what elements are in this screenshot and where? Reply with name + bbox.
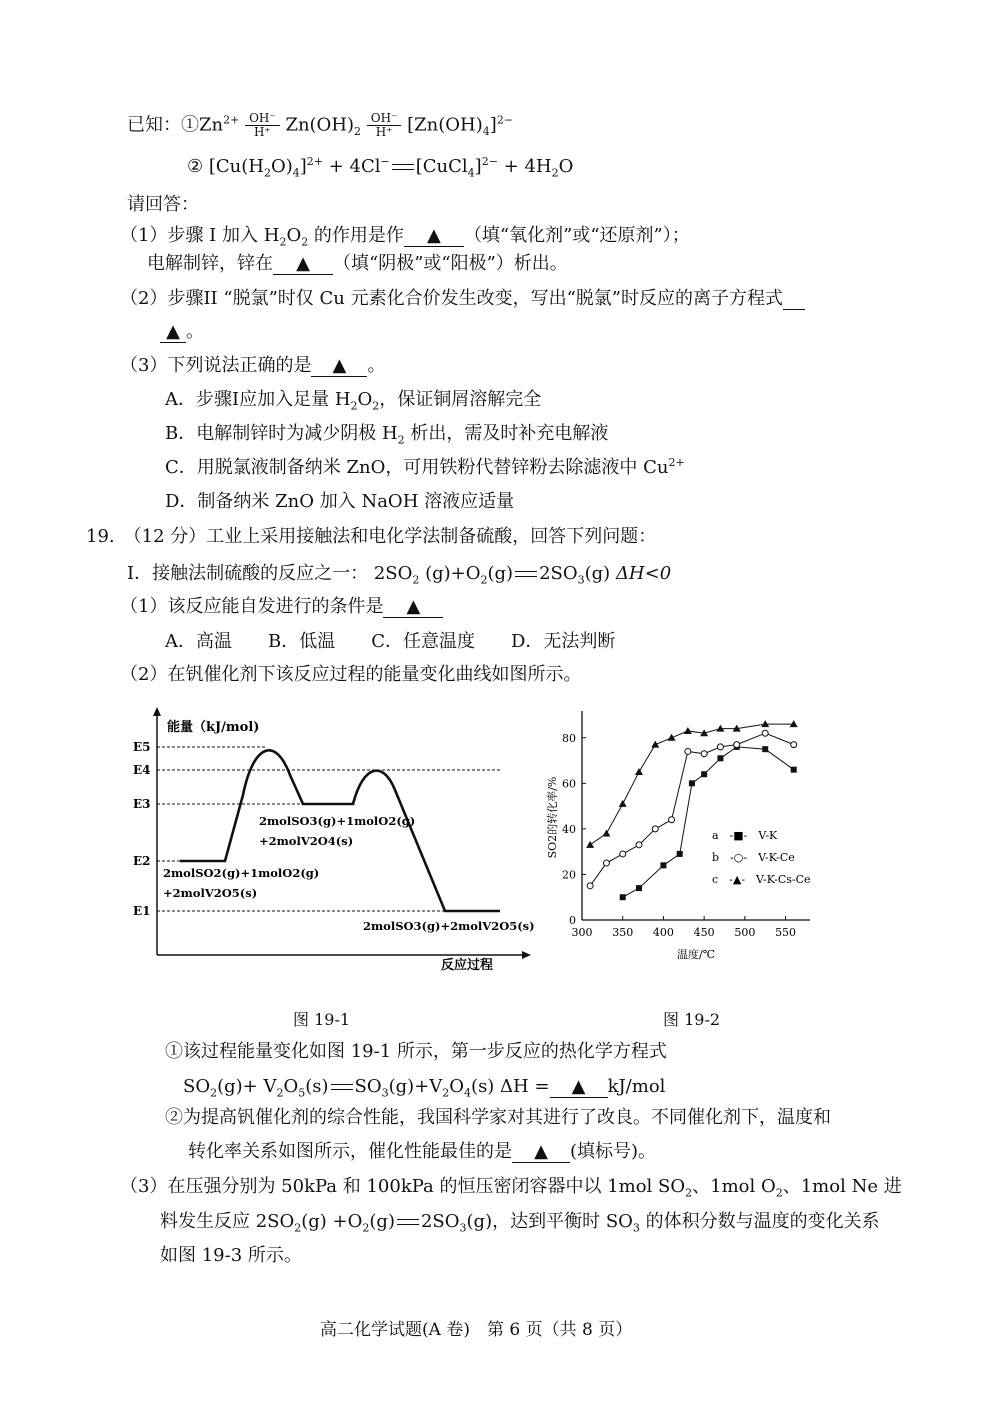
reversible-arrow	[329, 1082, 355, 1092]
level-E2: E2	[133, 854, 151, 868]
data-point	[685, 748, 691, 754]
page-footer: 高二化学试题(A 卷) 第 6 页（共 8 页）	[320, 1320, 633, 1340]
answer-blank-line[interactable]	[783, 289, 805, 310]
svg-text:2molSO3(g)+2molV2O5(s): 2molSO3(g)+2molV2O5(s)	[363, 919, 535, 933]
sub2-text-2: 转化率关系如图所示，催化性能最佳的是 ▲ (填标号)。	[188, 1141, 657, 1162]
answer-blank[interactable]: ▲	[404, 226, 464, 247]
prompt: 请回答：	[127, 194, 199, 215]
y-tick-label: 60	[562, 777, 576, 791]
x-tick-label: 350	[612, 926, 634, 939]
level-E5: E5	[133, 740, 151, 754]
sub2-text: ②为提高钒催化剂的综合性能，我国科学家对其进行了改良。不同催化剂下，温度和	[165, 1107, 831, 1128]
x-tick-label: 550	[775, 926, 797, 939]
data-point	[635, 768, 643, 775]
part3-line-3: 如图 19-3 所示。	[160, 1245, 302, 1266]
known-line-1: 已知：$①Zn^{2+}$ $\frac{OH^-}{H^+}$ $Zn(OH)_2$ $\frac{OH^-}{H^+}$ $[Zn(OH)_4]^{2-}$	[127, 111, 514, 139]
legend-label: b -○- V-K-Ce	[712, 851, 795, 864]
q19-part2: （2）在钒催化剂下该反应过程的能量变化曲线如图所示。	[120, 664, 582, 685]
y-axis-label: SO2的转化率/%	[546, 776, 559, 859]
data-point	[669, 817, 675, 823]
data-point	[790, 720, 798, 727]
svg-text:2molSO2(g)+1molO2(g): 2molSO2(g)+1molO2(g)	[163, 866, 320, 880]
data-point	[586, 841, 594, 848]
reversible-arrow	[513, 569, 539, 579]
q19-head: 19. （12 分）工业上采用接触法和电化学法制备硫酸，回答下列问题：	[86, 526, 657, 547]
data-point	[660, 862, 666, 868]
energy-diagram	[125, 705, 535, 975]
y-tick-label: 0	[569, 914, 576, 927]
svg-text:2molSO3(g)+1molO2(g): 2molSO3(g)+1molO2(g)	[259, 814, 416, 828]
answer-blank[interactable]: ▲	[550, 1077, 608, 1098]
figure-caption-19-2: 图 19-2	[663, 1010, 721, 1029]
data-point	[668, 734, 676, 741]
q1-line-1: （1）步骤 I 加入 $H_2O_2$ 的作用是作 ▲ （填“氧化剂”或“还原剂”）；	[120, 225, 690, 249]
x-tick-label: 450	[693, 926, 715, 939]
data-point	[652, 826, 658, 832]
data-point	[651, 741, 659, 748]
part3-line-1: （3）在压强分别为 50kPa 和 100kPa 的恒压密闭容器中以 1mol $SO_2$、1mol $O_2$、1mol Ne 进	[120, 1176, 902, 1200]
y-tick-label: 40	[562, 822, 576, 836]
part3-line-2: 料发生反应 $2SO_2(g) +O_2(g)$ $2SO_3(g)$，达到平衡时 $SO_3$ 的体积分数与温度的变化关系	[160, 1211, 880, 1235]
data-point	[791, 742, 797, 748]
figure-caption-19-1: 图 19-1	[293, 1010, 351, 1029]
y-tick-label: 20	[562, 868, 576, 882]
level-E1: E1	[133, 904, 151, 918]
answer-blank[interactable]: ▲	[311, 356, 367, 377]
level-E3: E3	[133, 797, 151, 811]
x-axis-label: 反应过程	[441, 958, 494, 973]
x-tick-label: 400	[652, 926, 674, 939]
data-point	[603, 860, 609, 866]
data-point	[717, 755, 723, 761]
data-point	[587, 883, 593, 889]
x-tick-label: 300	[571, 926, 593, 939]
sub1-equation: $SO_2(g)+ V_2O_5(s)$ $SO_3(g)+V_2O_4(s) \Delta H$ = ▲ kJ/mol	[183, 1076, 666, 1100]
data-point	[689, 780, 695, 786]
data-point	[620, 894, 626, 900]
answer-blank[interactable]: ▲	[273, 254, 333, 275]
data-point	[762, 746, 768, 752]
q3-option-c[interactable]: C．用脱氯液制备纳米 ZnO，可用铁粉代替锌粉去除滤液中 $Cu^{2+}$	[165, 456, 685, 478]
q1-line-2: 电解制锌，锌在 ▲ （填“阴极”或“阳极”）析出。	[147, 253, 568, 274]
data-point	[791, 767, 797, 773]
q2-line-2: ▲ 。	[160, 320, 204, 344]
q3-option-a[interactable]: A．步骤I应加入足量 $H_2O_2$，保证铜屑溶解完全	[165, 389, 542, 413]
data-point	[619, 800, 627, 807]
q3-option-b[interactable]: B．电解制锌时为减少阴极 $H_2$ 析出，需及时补充电解液	[165, 423, 609, 447]
data-point	[636, 885, 642, 891]
data-point	[684, 727, 692, 734]
x-axis-label: 温度/℃	[676, 948, 716, 961]
data-point	[677, 851, 683, 857]
legend-label: c -▲- V-K-Cs-Ce	[712, 873, 811, 886]
q19-part1: （1）该反应能自发进行的条件是 ▲	[120, 595, 443, 619]
data-point	[734, 742, 740, 748]
q19-reaction: I．接触法制硫酸的反应之一： $2SO_2$ $(g)+O_2(g)$ $2SO_3(g)$ ΔH<0	[127, 563, 672, 587]
data-point	[761, 720, 769, 727]
data-point	[602, 829, 610, 836]
level-E4: E4	[133, 763, 151, 777]
q3-stem: （3）下列说法正确的是 ▲ 。	[120, 355, 386, 376]
answer-blank[interactable]: ▲	[160, 322, 186, 343]
data-point	[762, 730, 768, 736]
data-point	[701, 771, 707, 777]
legend-label: a -■- V-K	[712, 829, 778, 842]
q19-part1-options[interactable]: A．高温 B．低温 C．任意温度 D．无法判断	[165, 631, 616, 652]
y-tick-label: 80	[562, 731, 576, 745]
data-point	[636, 842, 642, 848]
svg-text:+2molV2O4(s): +2molV2O4(s)	[259, 834, 354, 848]
q3-option-d[interactable]: D．制备纳米 ZnO 加入 NaOH 溶液应适量	[165, 491, 515, 512]
svg-text:+2molV2O5(s): +2molV2O5(s)	[163, 886, 258, 900]
equilibrium-arrow-1: $\frac{OH^-}{H^+}$	[245, 112, 280, 139]
conversion-chart	[540, 705, 820, 975]
answer-blank[interactable]: ▲	[383, 597, 443, 618]
y-axis-label: 能量（kJ/mol)	[167, 720, 260, 735]
data-point	[620, 851, 626, 857]
answer-blank[interactable]: ▲	[512, 1142, 570, 1163]
sub1-text: ①该过程能量变化如图 19-1 所示，第一步反应的热化学方程式	[165, 1041, 667, 1062]
known-line-2: ② $[Cu(H_2O)_4]^{2+} + 4Cl^-$ [CuCl$_4$]$^{2-}$ + $4H_2O$	[187, 155, 574, 180]
q2-line-1: （2）步骤II “脱氯”时仅 Cu 元素化合价发生改变，写出“脱氯”时反应的离子方程式	[120, 287, 805, 311]
x-tick-label: 500	[734, 926, 756, 939]
equilibrium-arrow-2: $\frac{OH^-}{H^+}$	[367, 112, 402, 139]
reversible-arrow	[395, 1217, 421, 1227]
reversible-arrow	[390, 162, 416, 172]
data-point	[701, 751, 707, 757]
data-point	[717, 744, 723, 750]
